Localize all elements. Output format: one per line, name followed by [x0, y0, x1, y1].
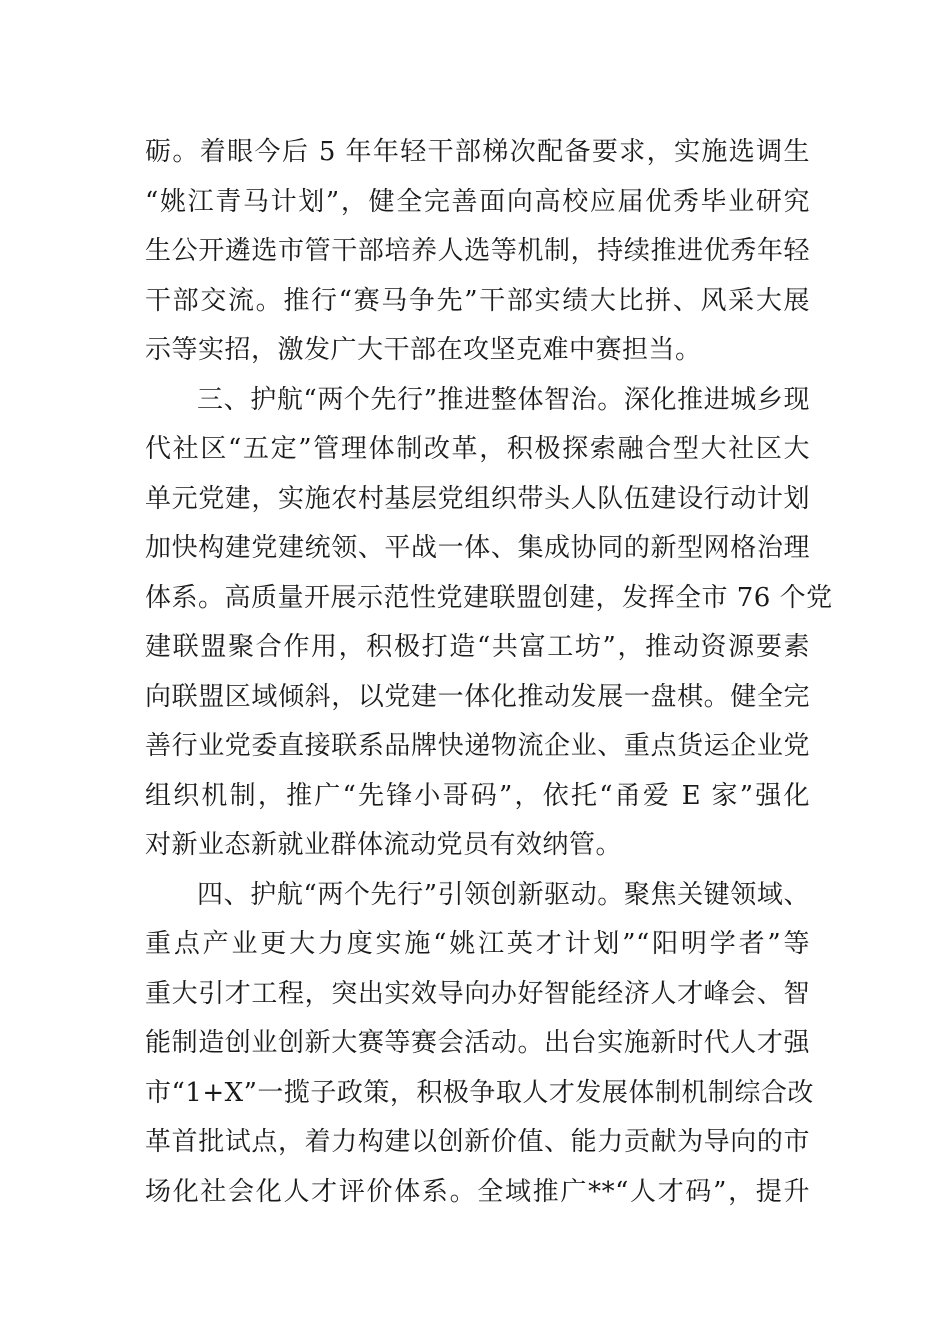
text-line: 示等实招，激发广大干部在攻坚克难中赛担当。 — [145, 335, 702, 365]
text-line: 代社区“五定”管理体制改革，积极探索融合型大社区大 — [145, 434, 810, 464]
text-line: 体系。高质量开展示范性党建联盟创建，发挥全市 76 个党 — [145, 582, 833, 613]
text-line: 重点产业更大力度实施“姚江英才计划”“阳明学者”等 — [145, 929, 810, 959]
text-line: 能制造创业创新大赛等赛会活动。出台实施新时代人才强 — [145, 1028, 810, 1058]
text-line: 组织机制，推广“先锋小哥码”，依托“甬爱 E 家”强化 — [145, 780, 810, 811]
text-line: 加快构建党建统领、平战一体、集成协同的新型网格治理 — [145, 533, 810, 563]
text-line: 向联盟区域倾斜，以党建一体化推动发展一盘棋。健全完 — [145, 681, 810, 712]
body-text — [145, 128, 833, 1217]
text-line: 砺。着眼今后 5 年年轻干部梯次配备要求，实施选调生 — [145, 137, 810, 167]
text-line: 市“1+X”一揽子政策，积极争取人才发展体制机制综合改 — [145, 1077, 814, 1108]
text-line: 场化社会化人才评价体系。全域推广**“人才码”，提升 — [145, 1176, 810, 1207]
section-heading-line: 四、护航“两个先行”引领创新驱动。聚焦关键领域、 — [197, 879, 810, 910]
text-line: 对新业态新就业群体流动党员有效纳管。 — [145, 830, 623, 860]
text-line: “姚江青马计划”，健全完善面向高校应届优秀毕业研究 — [145, 186, 810, 217]
text-line: 生公开遴选市管干部培养人选等机制，持续推进优秀年轻 — [145, 236, 810, 266]
text-line: 单元党建，实施农村基层党组织带头人队伍建设行动计划 — [145, 483, 810, 514]
text-line: 重大引才工程，突出实效导向办好智能经济人才峰会、智 — [145, 978, 810, 1009]
text-line: 善行业党委直接联系品牌快递物流企业、重点货运企业党 — [145, 731, 810, 761]
text-line: 建联盟聚合作用，积极打造“共富工坊”，推动资源要素 — [145, 632, 810, 662]
text-line: 革首批试点，着力构建以创新价值、能力贡献为导向的市 — [145, 1127, 810, 1157]
section-heading-line: 三、护航“两个先行”推进整体智治。深化推进城乡现 — [197, 384, 810, 415]
text-line: 干部交流。推行“赛马争先”干部实绩大比拼、风采大展 — [145, 285, 810, 316]
